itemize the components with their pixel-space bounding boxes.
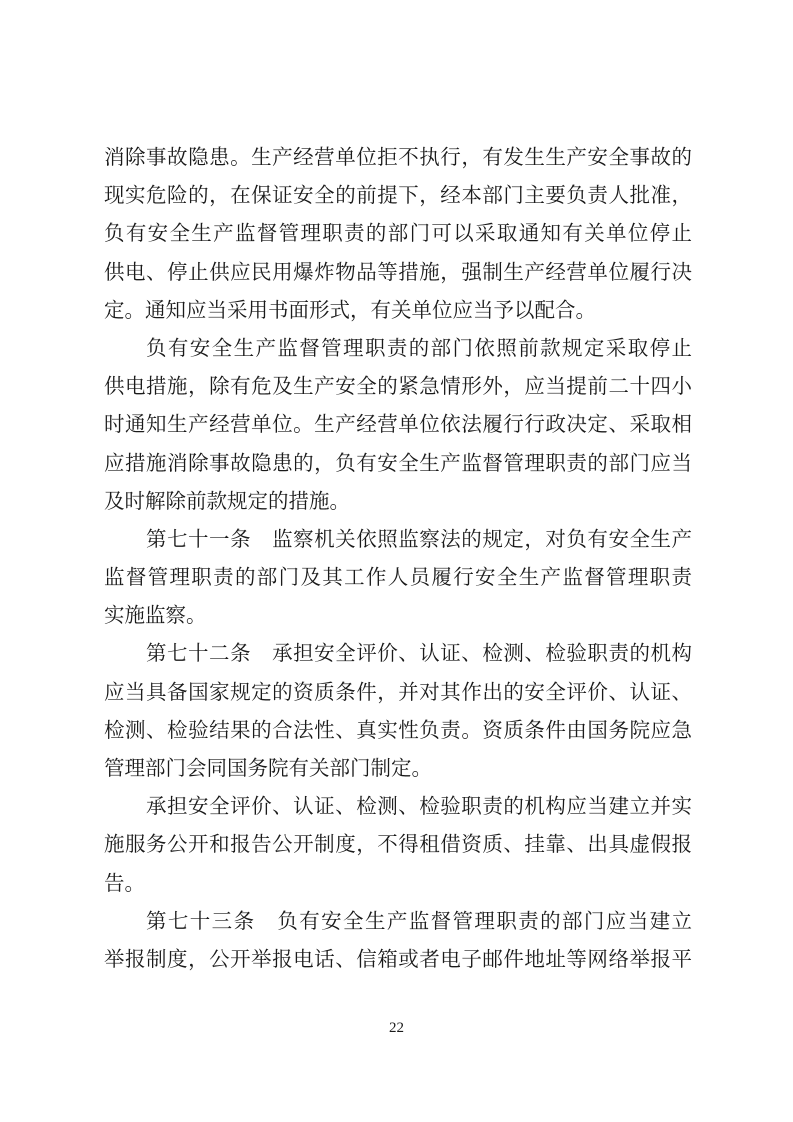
text-line: 举报制度，公开举报电话、信箱或者电子邮件地址等网络举报平 xyxy=(104,946,692,971)
text-line: 消除事故隐患。生产经营单位拒不执行，有发生生产安全事故的 xyxy=(104,145,692,169)
page-number: 22 xyxy=(389,1020,404,1036)
text-line: 第七十三条 负有安全生产监督管理职责的部门应当建立 xyxy=(146,908,692,933)
text-line: 实施监察。 xyxy=(104,603,207,628)
text-line: 管理部门会同国务院有关部门制定。 xyxy=(104,756,432,780)
text-line: 负有安全生产监督管理职责的部门依照前款规定采取停止 xyxy=(146,335,692,360)
text-line: 应措施消除事故隐患的，负有安全生产监督管理职责的部门应当 xyxy=(104,450,692,475)
text-line: 监督管理职责的部门及其工作人员履行安全生产监督管理职责 xyxy=(104,565,692,590)
text-line: 承担安全评价、认证、检测、检验职责的机构应当建立并实 xyxy=(146,794,692,819)
text-line: 第七十一条 监察机关依照监察法的规定，对负有安全生产 xyxy=(146,526,692,551)
text-line: 供电措施，除有危及生产安全的紧急情形外，应当提前二十四小 xyxy=(104,374,692,399)
text-line: 告。 xyxy=(104,870,145,895)
text-line: 应当具备国家规定的资质条件，并对其作出的安全评价、认证、 xyxy=(104,679,692,704)
text-line: 施服务公开和报告公开制度，不得租借资质、挂靠、出具虚假报 xyxy=(104,832,692,857)
text-line: 时通知生产经营单位。生产经营单位依法履行行政决定、采取相 xyxy=(104,412,692,437)
text-line: 第七十二条 承担安全评价、认证、检测、检验职责的机构 xyxy=(146,641,692,666)
text-line: 及时解除前款规定的措施。 xyxy=(104,488,350,513)
text-line: 现实危险的，在保证安全的前提下，经本部门主要负责人批准， xyxy=(104,183,692,208)
text-line: 供电、停止供应民用爆炸物品等措施，强制生产经营单位履行决 xyxy=(104,259,692,284)
body-text xyxy=(104,138,692,978)
text-line: 负有安全生产监督管理职责的部门可以采取通知有关单位停止 xyxy=(104,221,692,246)
text-line: 检测、检验结果的合法性、真实性负责。资质条件由国务院应急 xyxy=(104,717,692,742)
text-line: 定。通知应当采用书面形式，有关单位应当予以配合。 xyxy=(104,297,596,322)
